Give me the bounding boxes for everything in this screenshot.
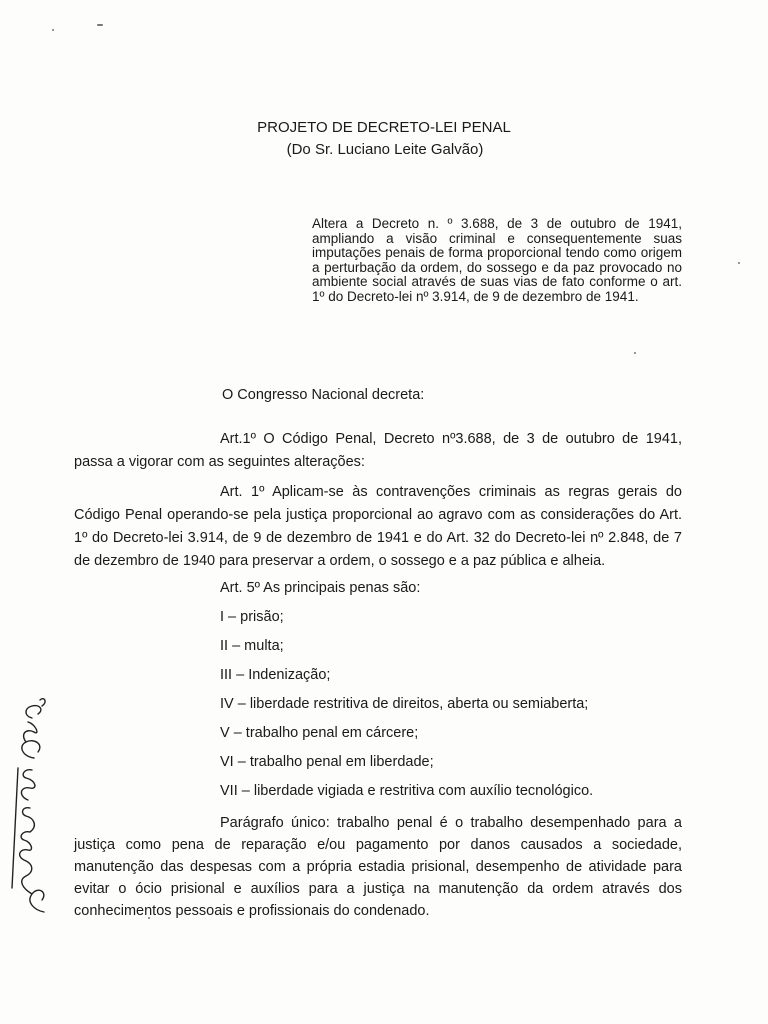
penalty-item: I – prisão; [220,609,284,625]
handwritten-signature [4,688,64,918]
ementa: Altera a Decreto n. º 3.688, de 3 de outubro de 1941, ampliando a visão criminal e consequentemente suas imputações penais de forma proporcional tendo como origem a perturbação da ordem, do sossego e da paz provocado no ambiente social através de suas vias de fato conforme o art. 1º do Decreto-lei nº 3.914, de 9 de dezembro de 1941. [312,216,682,304]
penalty-item: VI – trabalho penal em liberdade; [220,754,434,770]
articles-body [74,428,682,922]
scan-speck [52,29,54,31]
document-title: PROJETO DE DECRETO-LEI PENAL [257,119,511,136]
article-1-inner: Art. 1º Aplicam-se às contravenções criminais as regras gerais do Código Penal operando-se pela justiça proporcional ao agravo com as considerações do Art. 1º do Decreto-lei 3.914, de 9 de dezembro de 1941 e do Art. 32 do Decreto-lei nº 2.848, de 7 de dezembro de 1940 para preservar a ordem, o sossego e a paz pública e alheia. [74,484,682,569]
paragrafo-unico: Parágrafo único: trabalho penal é o trabalho desempenhado para a justiça como pena de reparação e/ou pagamento por danos causados a sociedade, manutenção das despesas com a própria estadia prisional, desempenho de atividade para evitar o ócio prisional e auxílios para a justiça na manutenção da ordem através dos conhecimentos pessoais e profissionais do condenado. [74,815,682,919]
penalty-item: II – multa; [220,638,284,654]
article-1: Art.1º O Código Penal, Decreto nº3.688, de 3 de outubro de 1941, passa a vigorar com as seguintes alterações: [74,431,682,470]
penalty-item: VII – liberdade vigiada e restritiva com auxílio tecnológico. [220,783,594,799]
preamble: O Congresso Nacional decreta: [222,387,425,403]
penalty-item: V – trabalho penal em cárcere; [220,725,419,741]
article-5-intro: Art. 5º As principais penas são: [220,580,421,596]
scan-speck [634,352,636,354]
penalty-item: III – Indenização; [220,667,331,683]
document-header [0,118,768,160]
penalty-item: IV – liberdade restritiva de direitos, aberta ou semiaberta; [220,696,589,712]
scan-speck [738,262,740,264]
scan-speck [97,24,103,26]
document-author: (Do Sr. Luciano Leite Galvão) [286,141,484,158]
